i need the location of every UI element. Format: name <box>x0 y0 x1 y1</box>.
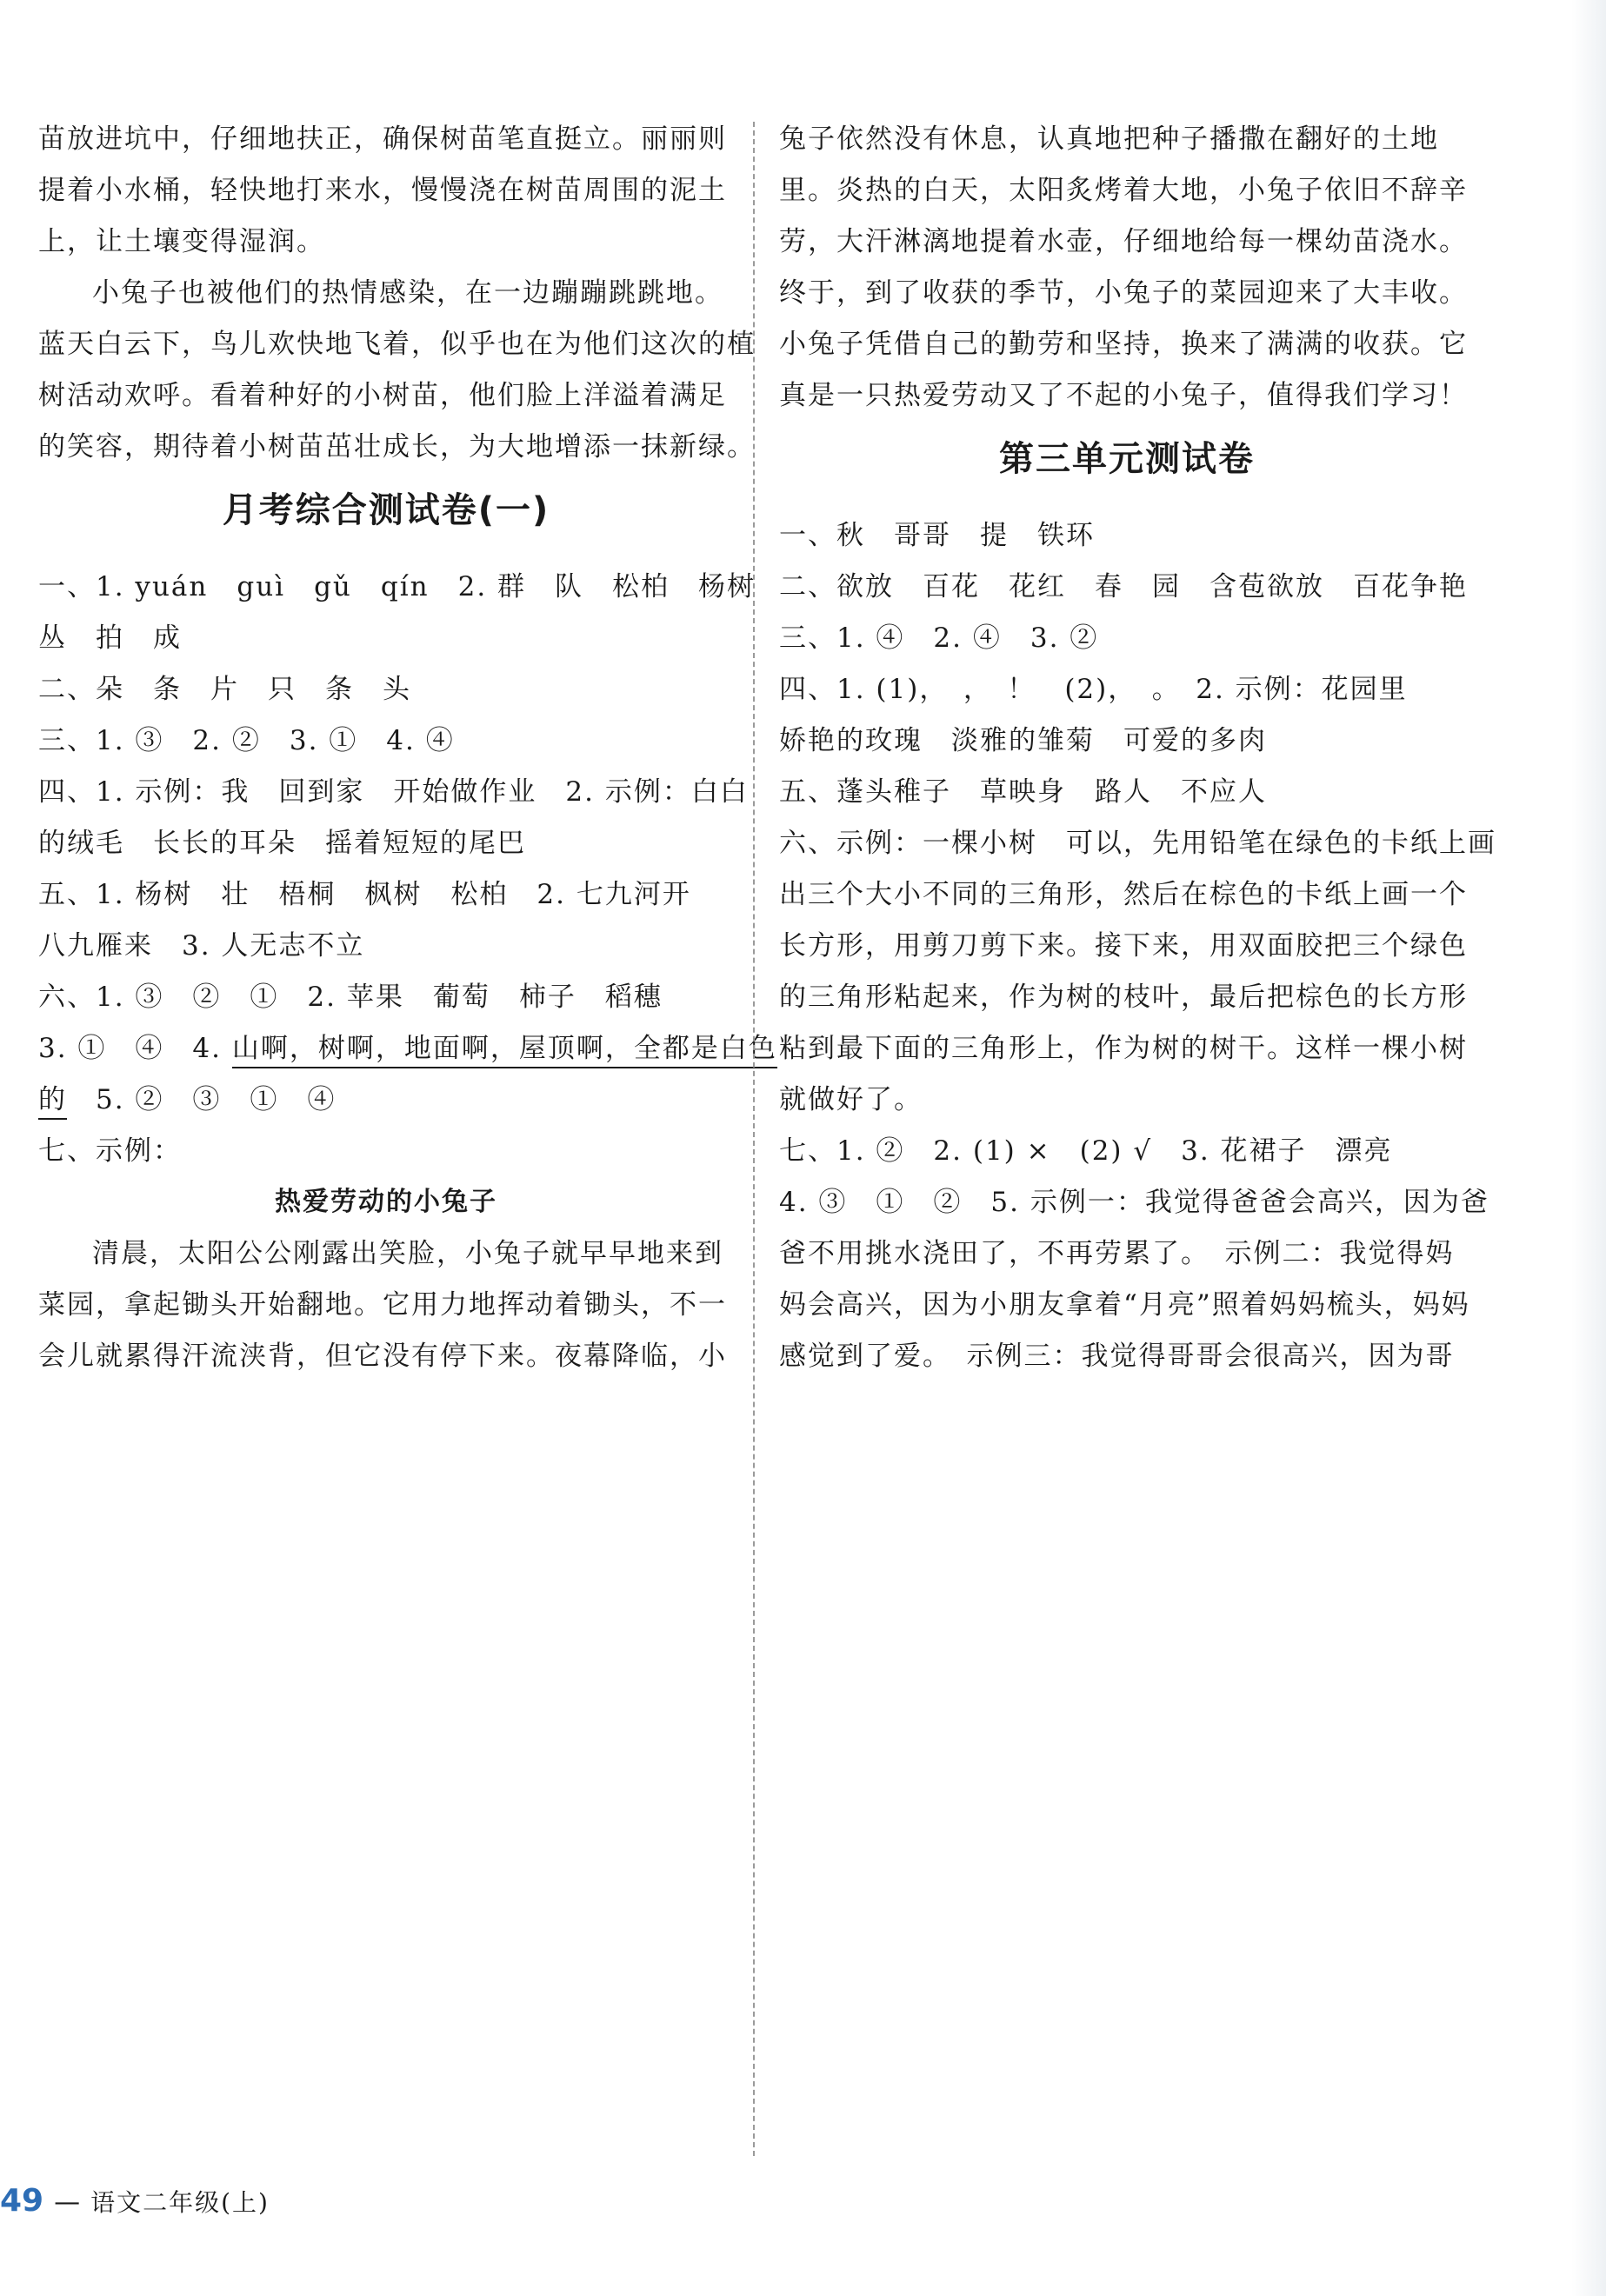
answer-text: 5. ② ③ ① ④ <box>67 1084 337 1115</box>
text-line: 兔子依然没有休息，认真地把种子播撒在翻好的土地 <box>779 123 1439 155</box>
text-line: 七、示例： <box>38 1135 182 1167</box>
paragraph-first-line: 清晨，太阳公公刚露出笑脸，小兔子就早早地来到 <box>92 1238 723 1269</box>
text-line: 妈会高兴，因为小朋友拿着“月亮”照着妈妈梳头，妈妈 <box>779 1289 1470 1321</box>
page-edge-shadow <box>1571 0 1606 2296</box>
text-line: 长方形，用剪刀剪下来。接下来，用双面胶把三个绿色 <box>779 930 1468 962</box>
text-line: 里。炎热的白天，太阳炙烤着大地，小兔子依旧不辞辛 <box>779 175 1468 206</box>
text-line: 一、1. yuán guì gǔ qín 2. 群 队 松柏 杨树 <box>38 571 756 602</box>
section-heading: 月考综合测试卷(一) <box>222 490 550 530</box>
text-line: 的绒毛 长长的耳朵 摇着短短的尾巴 <box>38 828 526 859</box>
text-line: 三、1. ③ 2. ② 3. ① 4. ④ <box>38 725 455 756</box>
text-line: 感觉到了爱。 示例三：我觉得哥哥会很高兴，因为哥 <box>779 1341 1455 1372</box>
text-line: 一、秋 哥哥 提 铁环 <box>779 520 1095 551</box>
text-line: 六、示例：一棵小树 可以，先用铅笔在绿色的卡纸上画 <box>779 828 1496 859</box>
essay-title: 热爱劳动的小兔子 <box>275 1187 497 1217</box>
column-divider <box>753 122 755 2156</box>
text-line: 会儿就累得汗流浃背，但它没有停下来。夜幕降临，小 <box>38 1341 727 1372</box>
underlined-answer: 山啊，树啊，地面啊，屋顶啊，全都是白色 <box>232 1033 777 1068</box>
text-line: 五、1. 杨树 壮 梧桐 枫树 松柏 2. 七九河开 <box>38 879 691 910</box>
text-line: 苗放进坑中，仔细地扶正，确保树苗笔直挺立。丽丽则 <box>38 123 727 155</box>
text-line: 粘到最下面的三角形上，作为树的树干。这样一棵小树 <box>779 1033 1468 1064</box>
text-line: 的三角形粘起来，作为树的枝叶，最后把棕色的长方形 <box>779 982 1468 1013</box>
page-footer <box>0 2175 270 2227</box>
book-title: 语文二年级(上) <box>90 2188 270 2217</box>
page-number: 49 <box>0 2183 44 2219</box>
text-line: 蓝天白云下，鸟儿欢快地飞着，似乎也在为他们这次的植 <box>38 329 756 360</box>
text-line: 上，让土壤变得湿润。 <box>38 226 325 257</box>
paragraph-first-line: 小兔子也被他们的热情感染，在一边蹦蹦跳跳地。 <box>92 277 723 309</box>
text-line: 丛 拍 成 <box>38 622 182 654</box>
text-line: 提着小水桶，轻快地打来水，慢慢浇在树苗周围的泥土 <box>38 175 727 206</box>
text-line: 劳，大汗淋漓地提着水壶，仔细地给每一棵幼苗浇水。 <box>779 226 1468 257</box>
text-line: 真是一只热爱劳动又了不起的小兔子，值得我们学习！ <box>779 380 1468 411</box>
text-line: 娇艳的玫瑰 淡雅的雏菊 可爱的多肉 <box>779 725 1267 756</box>
underlined-answer: 的 <box>38 1084 67 1120</box>
text-line: 四、1. 示例：我 回到家 开始做作业 2. 示例：白白 <box>38 776 749 808</box>
text-line: 树活动欢呼。看着种好的小树苗，他们脸上洋溢着满足 <box>38 380 727 411</box>
text-line: 4. ③ ① ② 5. 示例一：我觉得爸爸会高兴，因为爸 <box>779 1187 1489 1218</box>
section-heading: 第三单元测试卷 <box>999 439 1255 479</box>
text-line: 出三个大小不同的三角形，然后在棕色的卡纸上画一个 <box>779 879 1468 910</box>
text-line: 三、1. ④ 2. ④ 3. ② <box>779 622 1099 654</box>
text-line: 就做好了。 <box>779 1084 923 1115</box>
text-line: 的笑容，期待着小树苗茁壮成长，为大地增添一抹新绿。 <box>38 431 756 463</box>
text-line: 八九雁来 3. 人无志不立 <box>38 930 365 962</box>
text-line: 二、欲放 百花 花红 春 园 含苞欲放 百花争艳 <box>779 571 1468 602</box>
text-line: 五、蓬头稚子 草映身 路人 不应人 <box>779 776 1267 808</box>
answer-text: 3. ① ④ 4. <box>38 1033 232 1064</box>
text-line: 终于，到了收获的季节，小兔子的菜园迎来了大丰收。 <box>779 277 1468 309</box>
answer-line <box>38 1022 777 1075</box>
text-line: 小兔子凭借自己的勤劳和坚持，换来了满满的收获。它 <box>779 329 1468 360</box>
footer-dash: — <box>54 2187 81 2218</box>
answer-line <box>38 1074 734 1126</box>
text-line: 菜园，拿起锄头开始翻地。它用力地挥动着锄头，不一 <box>38 1289 727 1321</box>
text-line: 七、1. ② 2. (1) × (2) √ 3. 花裙子 漂亮 <box>779 1135 1393 1167</box>
text-line: 二、朵 条 片 只 条 头 <box>38 674 411 705</box>
text-line: 六、1. ③ ② ① 2. 苹果 葡萄 柿子 稻穗 <box>38 982 663 1013</box>
text-line: 四、1. (1)， ， ！ (2)， 。 2. 示例：花园里 <box>779 674 1408 705</box>
text-line: 爸不用挑水浇田了，不再劳累了。 示例二：我觉得妈 <box>779 1238 1455 1269</box>
